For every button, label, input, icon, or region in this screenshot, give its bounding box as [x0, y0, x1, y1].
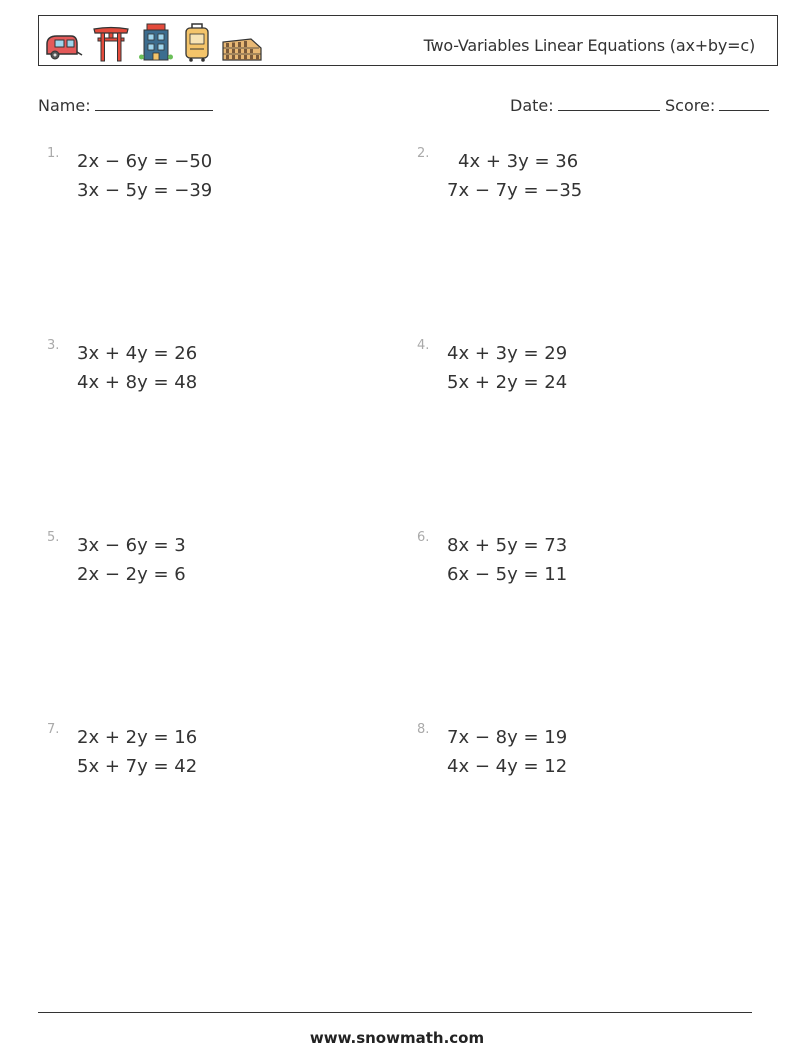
equation-1: 4x + 3y = 36 [458, 151, 579, 172]
problem-number: 5. [47, 530, 60, 545]
problem-number: 8. [417, 722, 430, 737]
equation-1: 3x − 6y = 3 [77, 535, 186, 556]
problem-number: 3. [47, 338, 60, 353]
equation-1: 2x + 2y = 16 [77, 727, 198, 748]
score-blank[interactable] [719, 94, 769, 111]
equation-2: 2x − 2y = 6 [77, 564, 186, 585]
equation-2: 5x + 2y = 24 [447, 372, 568, 393]
name-blank[interactable] [95, 94, 213, 111]
date-blank[interactable] [558, 94, 660, 111]
equation-1: 3x + 4y = 26 [77, 343, 198, 364]
equation-1: 4x + 3y = 29 [447, 343, 568, 364]
equation-2: 4x − 4y = 12 [447, 756, 568, 777]
date-field [510, 94, 660, 115]
problem-number: 4. [417, 338, 430, 353]
problem-number: 1. [47, 146, 60, 161]
colosseum-icon [221, 36, 263, 62]
equation-1: 2x − 6y = −50 [77, 151, 213, 172]
score-label: Score: [665, 96, 716, 115]
score-field [665, 94, 769, 115]
luggage-icon [183, 22, 211, 62]
name-field [38, 94, 213, 115]
worksheet-title: Two-Variables Linear Equations (ax+by=c) [423, 36, 755, 55]
equation-2: 4x + 8y = 48 [77, 372, 198, 393]
footer-url[interactable]: www.snowmath.com [309, 1029, 485, 1047]
name-label: Name: [38, 96, 91, 115]
city-building-icon [139, 22, 173, 62]
date-label: Date: [510, 96, 554, 115]
problem-number: 6. [417, 530, 430, 545]
equation-1: 8x + 5y = 73 [447, 535, 568, 556]
torii-gate-icon [93, 24, 129, 62]
camper-trailer-icon [43, 32, 83, 62]
equation-1: 7x − 8y = 19 [447, 727, 568, 748]
equation-2: 5x + 7y = 42 [77, 756, 198, 777]
header-icons [43, 22, 273, 62]
problem-number: 2. [417, 146, 430, 161]
footer-divider [38, 1012, 752, 1013]
equation-2: 7x − 7y = −35 [447, 180, 583, 201]
equation-2: 6x − 5y = 11 [447, 564, 568, 585]
worksheet-header [38, 15, 778, 66]
problem-number: 7. [47, 722, 60, 737]
equation-2: 3x − 5y = −39 [77, 180, 213, 201]
